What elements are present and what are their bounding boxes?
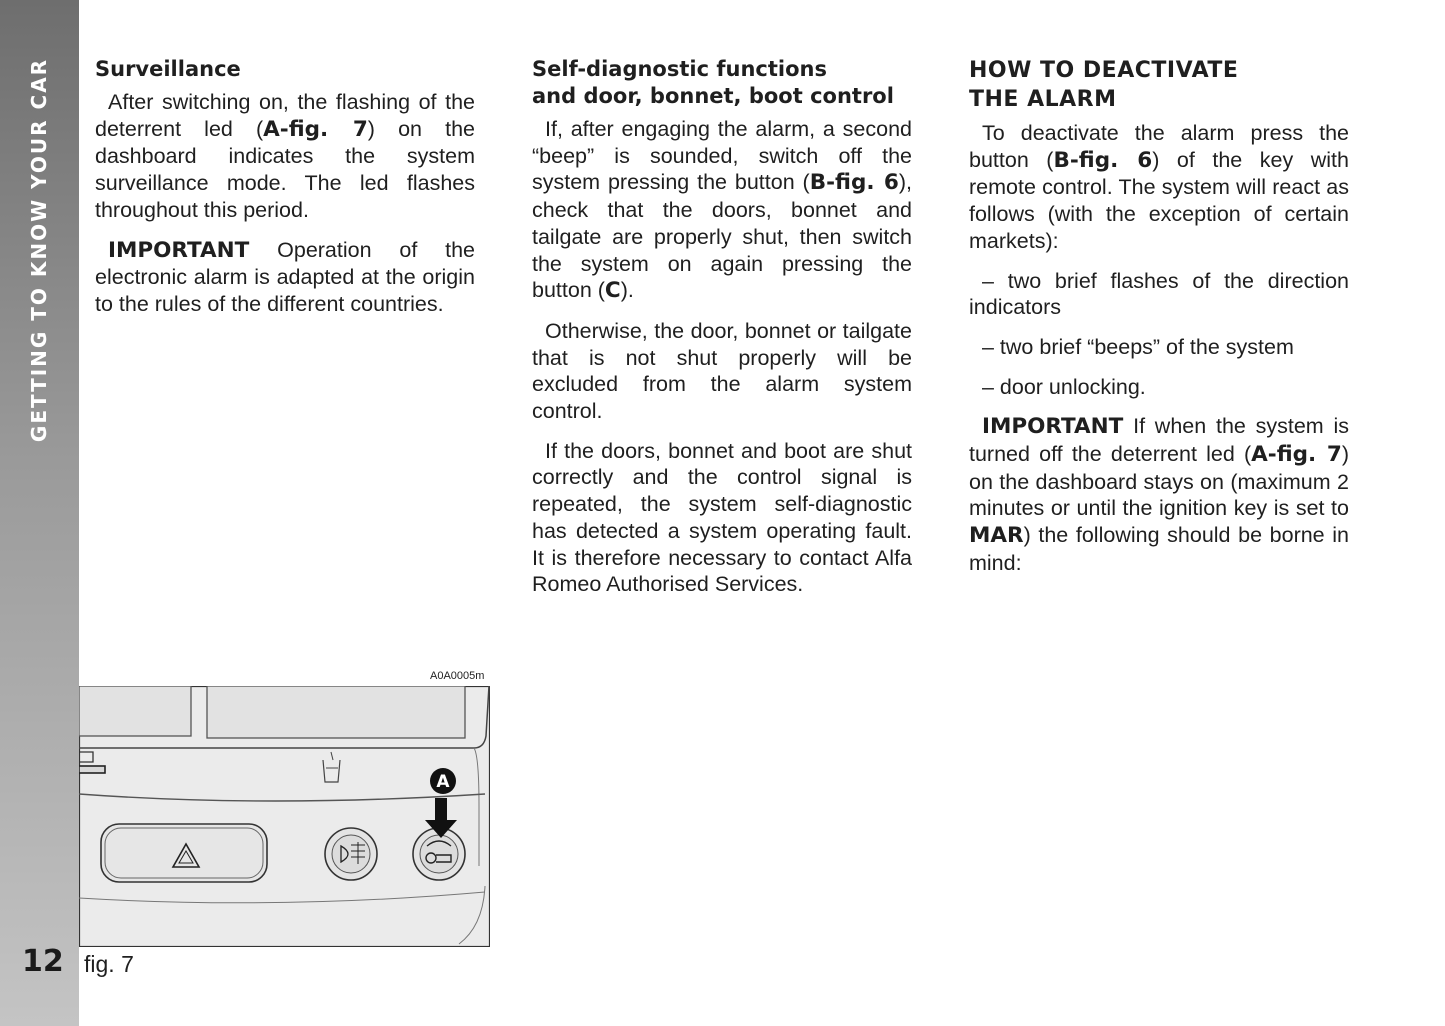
- column-surveillance: [95, 56, 475, 331]
- page-number: 12: [22, 944, 64, 979]
- paragraph: If, after engaging the alarm, a second “beep” is sounded, switch off the system pressing the button (B-fig. 6), check that the doors, bonnet and tailgate are properly shut, then switch the system on again pressing the button (C).: [532, 117, 912, 304]
- heading-self-diagnostic: Self-diagnostic functions and door, bonnet, boot control: [532, 57, 894, 108]
- list-item: – door unlocking.: [982, 374, 1146, 399]
- paragraph: To deactivate the alarm press the button (B-fig. 6) of the key with remote control. The system will react as follows (with the exception of certain markets):: [969, 121, 1349, 253]
- sidebar: [0, 0, 79, 1026]
- important-label: IMPORTANT: [108, 237, 250, 263]
- heading-surveillance: Surveillance: [95, 57, 241, 81]
- figure-reference: B-fig. 6: [809, 170, 899, 196]
- list-item: – two brief “beeps” of the system: [982, 334, 1294, 359]
- paragraph: After switching on, the flashing of the deterrent led (A-fig. 7) on the dashboard indicates the system surveillance mode. The led flashes throughout this period.: [95, 90, 475, 222]
- callout-label: A: [436, 772, 450, 792]
- paragraph: If the doors, bonnet and boot are shut correctly and the control signal is repeated, the system self-diagnostic has detected a system operating fault. It is therefore necessary to contact Alfa Romeo Authorised Services.: [532, 438, 912, 597]
- figure-code: A0A0005m: [430, 670, 485, 682]
- figure-caption: fig. 7: [84, 951, 134, 977]
- ignition-position: MAR: [969, 523, 1024, 549]
- important-label: IMPORTANT: [982, 414, 1124, 440]
- column-self-diagnostic: [532, 56, 912, 611]
- column-deactivate: [969, 56, 1349, 590]
- figure-reference: A-fig. 7: [1251, 442, 1342, 468]
- paragraph-important: IMPORTANT If when the system is turned off the deterrent led (A-fig. 7) on the dashboard stays on (maximum 2 minutes or until the ignition key is set to MAR) the following should be borne in mind:: [969, 414, 1349, 575]
- button-reference: C: [604, 278, 621, 304]
- list-item: – two brief flashes of the direction indicators: [969, 268, 1349, 320]
- paragraph-important: IMPORTANT Operation of the electronic alarm is adapted at the origin to the rules of the different countries.: [95, 237, 475, 316]
- dashboard-figure: [79, 686, 490, 947]
- paragraph: Otherwise, the door, bonnet or tailgate that is not shut properly will be excluded from the alarm system control.: [532, 318, 912, 424]
- section-title: GETTING TO KNOW YOUR CAR: [27, 57, 51, 443]
- figure-reference: A-fig. 7: [263, 116, 368, 142]
- heading-deactivate: HOW TO DEACTIVATE THE ALARM: [969, 58, 1239, 112]
- figure-reference: B-fig. 6: [1053, 147, 1153, 173]
